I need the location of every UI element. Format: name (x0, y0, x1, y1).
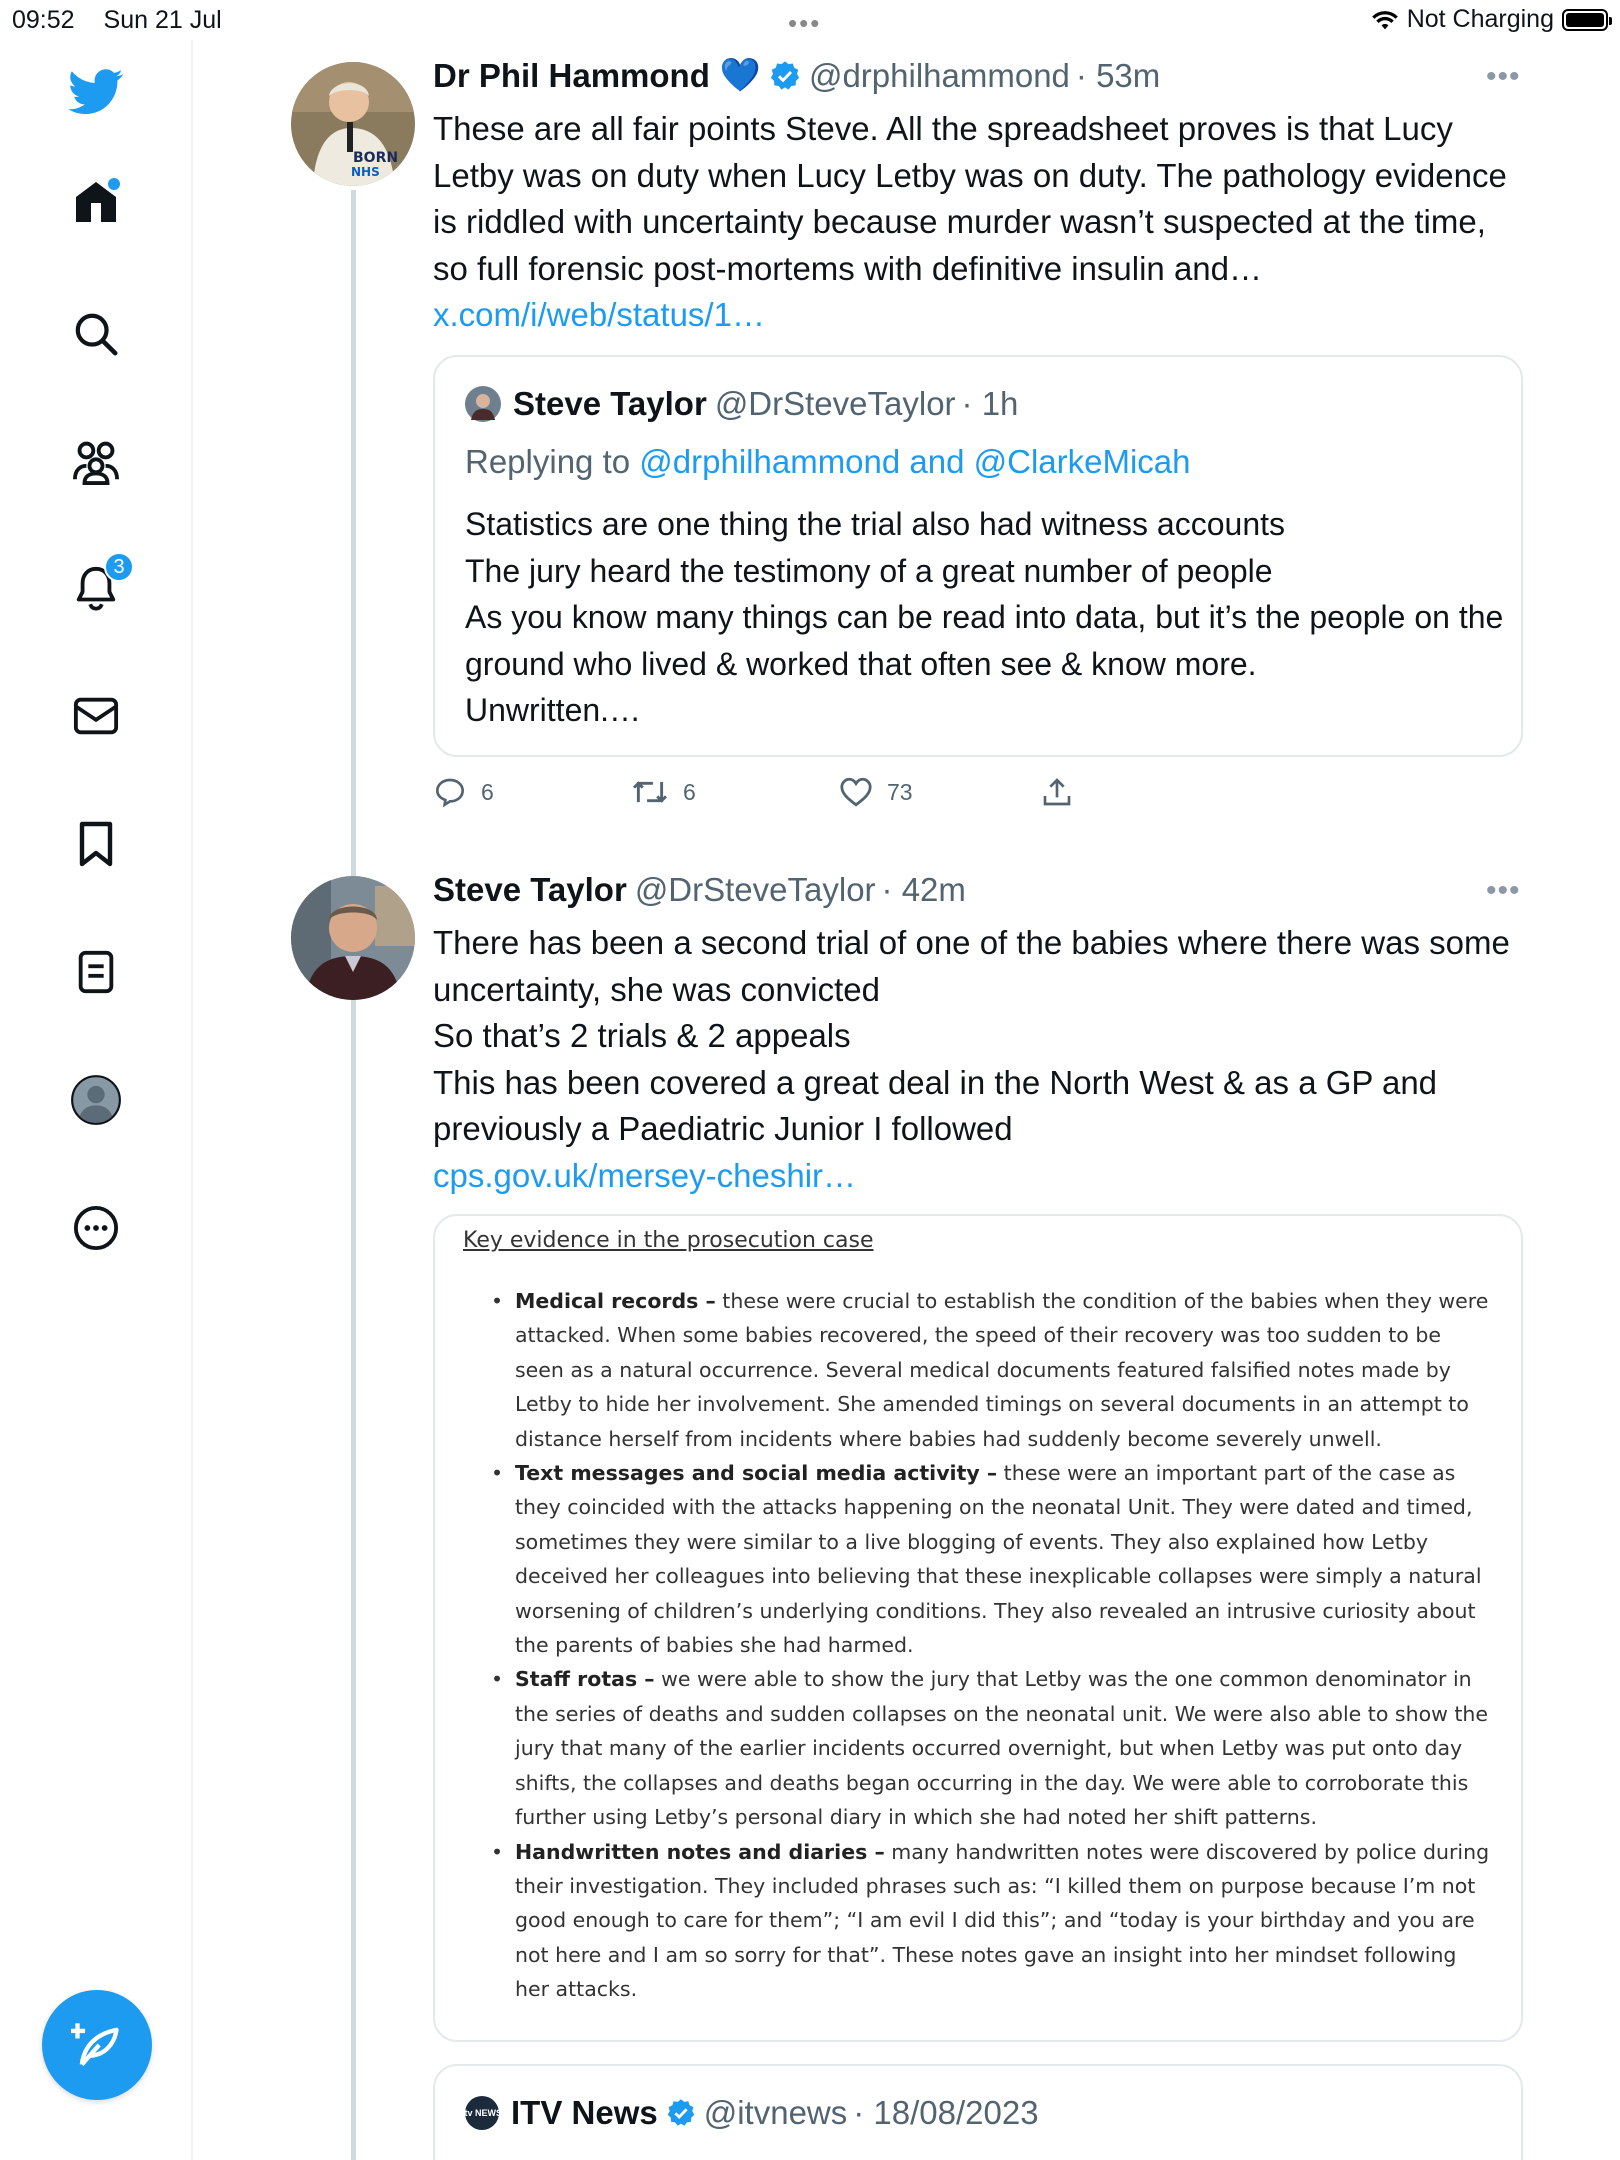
author-name[interactable]: Dr Phil Hammond (433, 56, 710, 94)
tweet1-text (433, 106, 1523, 339)
compose-icon (71, 2019, 123, 2071)
nav-lists[interactable] (64, 940, 128, 1004)
evidence-item-text: we were able to show the jury that Letby was the one common denominator in the series of deaths and sudden collapses on the neonatal unit. We were also able to show the jury that many of the earlier incidents occurred overnight, but when Letby was put onto day shifts, the collapses and deaths began occurring in the day. We were able to corroborate this further using Letby’s personal diary in which she had noted her shift patterns. (515, 1667, 1489, 1830)
tweet1-body: These are all fair points Steve. All the spreadsheet proves is that Lucy Letby was on duty when Lucy Letby was on duty. The pathology evidence is riddled with uncertainty because murder wasn’t suspected at the time, so full forensic post-mortems with definitive insulin and… (433, 110, 1507, 287)
itv-header (462, 2094, 1039, 2132)
tweet1-header (433, 56, 1160, 95)
new-content-dot (108, 178, 120, 190)
twitter-logo[interactable] (64, 60, 128, 124)
nav-profile[interactable] (64, 1068, 128, 1132)
itv-quoted-tweet[interactable] (433, 2064, 1523, 2160)
nav-messages[interactable] (64, 684, 128, 748)
multitasking-dots-icon[interactable]: ••• (788, 8, 822, 38)
tweet1-link[interactable]: x.com/i/web/status/1… (433, 296, 765, 333)
compose-button[interactable] (42, 1990, 152, 2100)
status-bar (0, 0, 1620, 40)
evidence-item (515, 1456, 1495, 1662)
bookmark-icon (76, 820, 116, 868)
blue-heart-emoji: 💙 (719, 56, 761, 93)
like-count: 73 (887, 778, 913, 805)
status-date: Sun 21 Jul (103, 6, 222, 34)
battery-icon (1562, 9, 1608, 31)
tweet-time[interactable]: · 53m (1075, 56, 1161, 94)
mail-icon (73, 696, 119, 736)
share-button[interactable] (1041, 776, 1073, 808)
retweet-count: 6 (683, 778, 696, 805)
quote-avatar (465, 386, 501, 422)
evidence-item-heading: Medical records – (515, 1289, 716, 1313)
evidence-item-text: many handwritten notes were discovered by police during their investigation. They included phrases such as: “I killed them on purpose because I’m not good enough to care for them”; “I am evil I did this”; and “today is your birthday and you are not here and I am so sorry for that”. These notes gave an insight into her mindset following her attacks. (515, 1839, 1490, 2002)
itv-news-logo: itv NEWS (465, 2096, 499, 2130)
nav-home[interactable] (64, 170, 128, 234)
author-handle[interactable]: @DrSteveTaylor (634, 871, 876, 908)
verified-badge-icon (666, 2098, 696, 2128)
evidence-item-heading: Staff rotas – (515, 1667, 655, 1692)
tweet2-more-icon[interactable]: ••• (1486, 874, 1521, 907)
tweet-time[interactable]: · 42m (881, 871, 966, 908)
thread-connector (351, 190, 356, 2160)
sidebar (0, 40, 193, 2160)
nav-search[interactable] (64, 302, 128, 366)
nav-bookmarks[interactable] (64, 812, 128, 876)
replying-to (465, 443, 1191, 481)
wifi-icon (1371, 9, 1399, 31)
evidence-item (515, 1835, 1495, 2007)
retweet-button[interactable] (631, 776, 696, 808)
evidence-item (515, 1284, 1495, 1456)
search-icon (73, 311, 119, 357)
quote-text: Statistics are one thing the trial also had witness accounts The jury heard the testimony of a great number of people As you know many things can be read into data, but it’s the people on the ground who lived & worked that often see & know more. Unwritten.… (465, 506, 1504, 728)
status-time: 09:52 (12, 6, 75, 34)
evidence-title: Key evidence in the prosecution case (463, 1228, 874, 1253)
evidence-item-heading: Text messages and social media activity – (515, 1461, 998, 1486)
avatar-image (291, 62, 415, 186)
profile-icon (70, 1074, 122, 1126)
svg-text:NHS: NHS (351, 165, 380, 179)
itv-handle[interactable]: @itvnews (703, 2094, 848, 2131)
evidence-item (515, 1662, 1495, 1834)
quote-time: · 1h (961, 385, 1019, 422)
quoted-tweet[interactable] (433, 355, 1523, 757)
retweet-icon (631, 776, 669, 808)
reply-count: 6 (481, 778, 494, 805)
like-button[interactable] (839, 776, 913, 808)
share-icon (1041, 776, 1073, 808)
charging-status: Not Charging (1406, 5, 1554, 33)
evidence-item-text: these were crucial to establish the condition of the babies when they were attacked. When some babies recovered, the speed of their recovery was too sudden to be seen as a natural occurrence. Several medical documents featured falsified notes made by Letby to hide her involvement. She amended timings on several documents in an attempt to distance herself from incidents where babies had suddenly become severely unwell. (515, 1289, 1489, 1451)
nav-notifications[interactable] (64, 556, 128, 620)
heart-icon (839, 776, 873, 808)
quote-header (465, 385, 1018, 423)
evidence-list (515, 1284, 1495, 2007)
svg-text:BORN: BORN (353, 150, 399, 166)
reply-icon (433, 776, 467, 808)
replying-to-handles[interactable]: @drphilhammond and @ClarkeMicah (639, 443, 1191, 480)
lists-icon (76, 949, 116, 995)
replying-prefix: Replying to (465, 443, 631, 480)
tweet2-header (433, 871, 966, 909)
author-name[interactable]: Steve Taylor (433, 871, 627, 908)
evidence-image[interactable] (433, 1214, 1523, 2042)
quote-author-name[interactable]: Steve Taylor (513, 385, 707, 422)
evidence-item-text: these were an important part of the case as they coincided with the attacks happening on the neonatal Unit. They were dated and timed, sometimes they were similar to a live blogging of events. They also explained how Letby deceived her colleagues into believing that these inexplicable collapses were simply a natural worsening of children’s underlying conditions. They also revealed an intrusive curiosity about the parents of babies she had harmed. (515, 1461, 1482, 1658)
tweet2-link[interactable]: cps.gov.uk/mersey-cheshir… (433, 1156, 857, 1194)
reply-button[interactable] (433, 776, 494, 808)
verified-badge-icon (769, 60, 801, 92)
avatar-steve-taylor[interactable] (291, 876, 415, 1000)
itv-date: · 18/08/2023 (853, 2094, 1039, 2131)
nav-more[interactable] (64, 1196, 128, 1260)
tweet1-more-icon[interactable]: ••• (1486, 60, 1521, 93)
tweet1-actions (433, 776, 1133, 816)
author-handle[interactable]: @drphilhammond (808, 56, 1070, 94)
itv-name[interactable]: ITV News (511, 2094, 658, 2131)
avatar-image (291, 876, 415, 1000)
avatar-phil-hammond[interactable] (291, 62, 415, 186)
tweet2-body: There has been a second trial of one of the babies where there was some uncertainty, she was convicted So that’s 2 trials & 2 appeals This has been covered a great deal in the North West & as a GP and previously a Paediatric Junior I followed (433, 924, 1510, 1147)
more-icon (73, 1205, 119, 1251)
communities-icon (71, 439, 121, 485)
nav-communities[interactable] (64, 430, 128, 494)
quote-author-handle[interactable]: @DrSteveTaylor (714, 385, 956, 422)
notification-badge: 3 (104, 552, 134, 582)
twitter-bird-icon (68, 69, 124, 115)
tweet2-text (433, 920, 1523, 1199)
evidence-item-heading: Handwritten notes and diaries – (515, 1839, 885, 1864)
